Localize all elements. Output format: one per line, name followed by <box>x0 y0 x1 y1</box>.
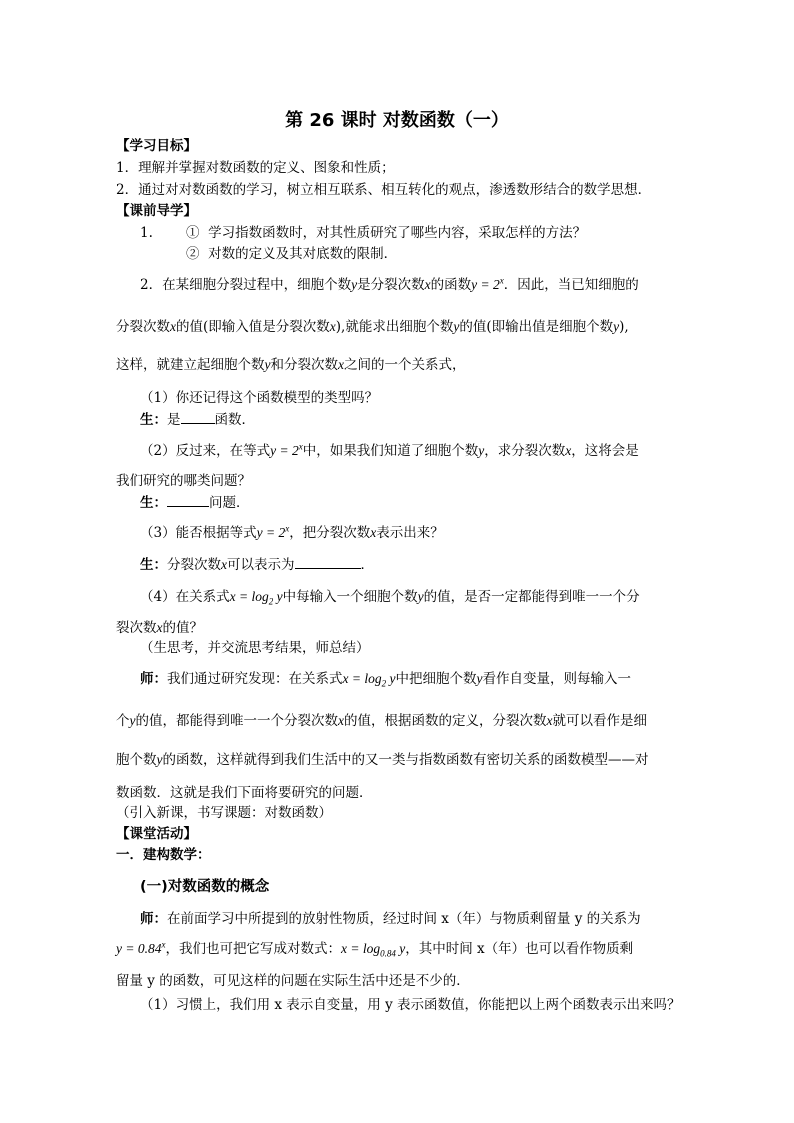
paragraph-cell-division-3: 这样，就建立起细胞个数y和分裂次数x之间的一个关系式， <box>116 357 466 373</box>
question-4-line-2: 裂次数x的值？ <box>116 620 203 636</box>
objective-item-2: 2．通过对对数函数的学习，树立相互联系、相互转化的观点，渗透数形结合的数学思想． <box>116 182 652 198</box>
preview-item-1b: ② 对数的定义及其对底数的限制． <box>186 246 398 262</box>
teacher-summary-2: 个y的值，都能得到唯一一个分裂次数x的值，根据函数的定义，分裂次数x就可以看作是细 <box>116 713 647 729</box>
answer-2: 生： 问题． <box>140 495 250 511</box>
activity-heading: 【课堂活动】 <box>116 826 197 842</box>
thinking-note: （生思考，并交流思考结果，师总结） <box>140 640 370 656</box>
concept-paragraph-1: 师：在前面学习中所提到的放射性物质，经过时间 x（年）与物质剩留量 y 的关系为 <box>140 911 641 927</box>
concept-paragraph-2: $y = 0.84^x$，我们也可把它写成对数式：$x = \log_{0.84} y$，其中时间 x（年）也可以看作物质剩 <box>116 939 634 959</box>
teacher-summary-1: 师：我们通过研究发现：在关系式$x = \log_2 y$中把细胞个数y看作自变量，则每输入一 <box>140 671 631 689</box>
teacher-summary-3: 胞个数y的函数，这样就得到我们生活中的又一类与指数函数有密切关系的函数模型——对 <box>116 752 649 768</box>
question-2: （2）反过来，在等式$y = 2^x$中，如果我们知道了细胞个数y，求分裂次数x，这将会是 <box>140 441 639 459</box>
question-1: （1）你还记得这个函数模型的类型吗？ <box>140 390 379 406</box>
question-3: （3）能否根据等式$y = 2^x$，把分裂次数x表示出来？ <box>140 523 444 541</box>
concept-question-1: （1）习惯上，我们用 x 表示自变量，用 y 表示函数值，你能把以上两个函数表示出来吗？ <box>140 997 681 1013</box>
answer-1: 生：是 函数． <box>140 412 255 428</box>
objective-item-1: 1．理解并掌握对数函数的定义、图象和性质； <box>116 160 395 176</box>
preview-item-1-number: 1. <box>140 225 153 241</box>
paragraph-cell-division-2: 分裂次数x的值(即输入值是分裂次数x),就能求出细胞个数y的值(即输出值是细胞个数y), <box>116 319 629 335</box>
preview-item-1a: ① 学习指数函数时，对其性质研究了哪些内容，采取怎样的方法？ <box>186 225 587 241</box>
section-build-math: 一．建构数学： <box>116 847 211 863</box>
concept-paragraph-3: 留量 y 的函数，可见这样的问题在实际生活中还是不少的． <box>116 973 470 989</box>
question-2-line-2: 我们研究的哪类问题？ <box>116 473 251 489</box>
new-lesson-note: （引入新课，书写课题：对数函数） <box>116 805 332 821</box>
subsection-log-function-concept: (一)对数函数的概念 <box>140 879 270 895</box>
objectives-heading: 【学习目标】 <box>116 138 197 154</box>
paragraph-cell-division-1: 2．在某细胞分裂过程中，细胞个数y是分裂次数x的函数$y = 2^x$．因此，当已知细胞的 <box>140 275 639 293</box>
teacher-summary-4: 数函数．这就是我们下面将要研究的问题． <box>116 785 373 801</box>
question-4: （4）在关系式$x = \log_2 y$中每输入一个细胞个数y的值，是否一定都能得到唯一一个分 <box>140 589 640 607</box>
preview-heading: 【课前导学】 <box>116 203 197 219</box>
answer-3: 生：分裂次数x可以表示为 ． <box>140 557 374 573</box>
page-title: 第 26 课时 对数函数（一） <box>285 110 509 131</box>
